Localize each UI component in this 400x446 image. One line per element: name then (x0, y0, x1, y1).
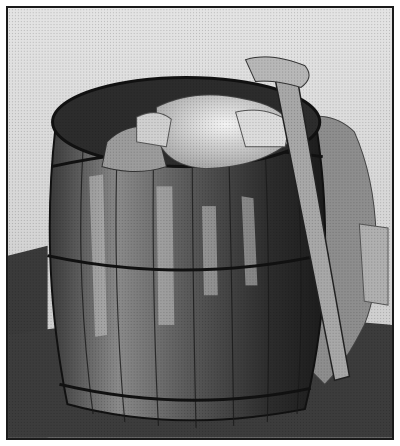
halftone-photograph (6, 6, 394, 440)
halftone-texture (8, 8, 392, 438)
barrel-scene (8, 8, 392, 438)
